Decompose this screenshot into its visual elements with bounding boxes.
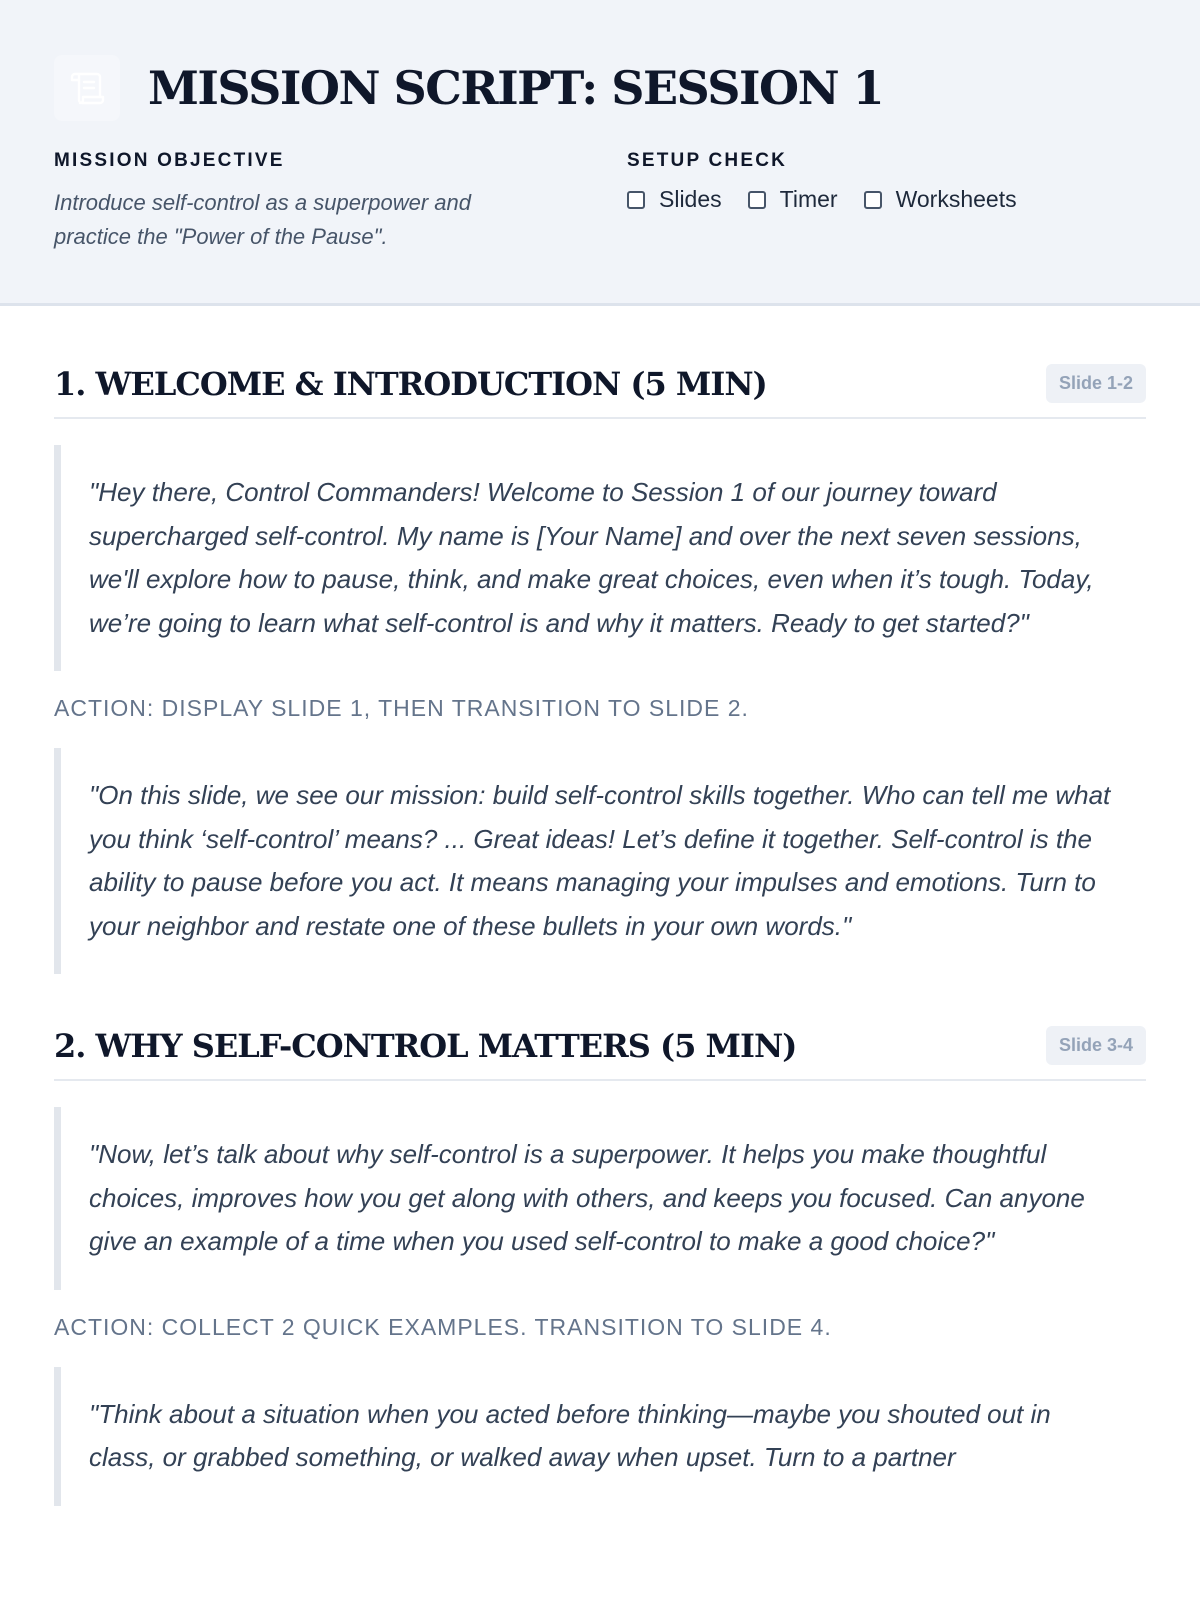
check-label: Timer (779, 186, 838, 212)
script-content (0, 364, 1200, 1506)
action-note: ACTION: COLLECT 2 QUICK EXAMPLES. TRANSITION TO SLIDE 4. (54, 1313, 832, 1340)
timer-checkbox[interactable] (748, 191, 766, 209)
setup-check (627, 150, 1043, 254)
action-note: ACTION: DISPLAY SLIDE 1, THEN TRANSITION TO SLIDE 2. (54, 695, 749, 721)
setup-checklist (627, 186, 1043, 213)
script-quote: "Now, let’s talk about why self-control is a superpower. It helps you make thoughtful choices, improves how you get along with others, and keeps you focused. Can anyone give an example of a time when you used self-control to make a good choice?" (54, 1107, 1146, 1290)
script-quote: "Think about a situation when you acted before thinking—maybe you shouted out in class, or grabbed something, or walked away when upset. Turn to a partner (54, 1367, 1146, 1506)
section-why-self-control (54, 1026, 1146, 1506)
section-title: 1. WELCOME & INTRODUCTION (5 MIN) (54, 364, 767, 403)
script-icon (54, 55, 120, 121)
section-header (54, 364, 1146, 419)
page-header (0, 0, 1200, 306)
check-worksheets[interactable] (864, 186, 1017, 213)
objective-text: Introduce self-control as a superpower and practice the "Power of the Pause". (54, 190, 472, 249)
section-welcome (54, 364, 1146, 974)
script-quote: "Hey there, Control Commanders! Welcome to Session 1 of our journey toward supercharged self-control. My name is [Your Name] and over the next seven sessions, we'll explore how to pause, think, and make great choices, even when it’s tough. Today, we’re going to learn what self-control is and why it matters. Ready to get started?" (54, 445, 1146, 671)
check-timer[interactable] (748, 186, 838, 213)
check-slides[interactable] (627, 186, 722, 213)
objective-label: MISSION OBJECTIVE (54, 150, 285, 171)
slide-badge: Slide 3-4 (1046, 1026, 1146, 1065)
worksheets-checkbox[interactable] (864, 191, 882, 209)
check-label: Slides (659, 186, 722, 212)
section-header (54, 1026, 1146, 1081)
script-quote: "On this slide, we see our mission: build self-control skills together. Who can tell me what you think ‘self-control’ means? ... Great ideas! Let’s define it together. Self-control is the ability to pause before you act. It means managing your impulses and emotions. Turn to your neighbor and restate one of these bullets in your own words." (54, 748, 1146, 974)
slide-badge: Slide 1-2 (1046, 364, 1146, 403)
script-icon-glyph (67, 68, 107, 108)
meta-row (54, 150, 1146, 254)
check-label: Worksheets (895, 186, 1017, 212)
mission-objective (54, 150, 627, 254)
slides-checkbox[interactable] (627, 191, 645, 209)
setup-label: SETUP CHECK (627, 150, 788, 171)
section-title: 2. WHY SELF-CONTROL MATTERS (5 MIN) (54, 1026, 797, 1065)
title-row (54, 52, 1146, 124)
page-title: MISSION SCRIPT: SESSION 1 (148, 61, 884, 115)
